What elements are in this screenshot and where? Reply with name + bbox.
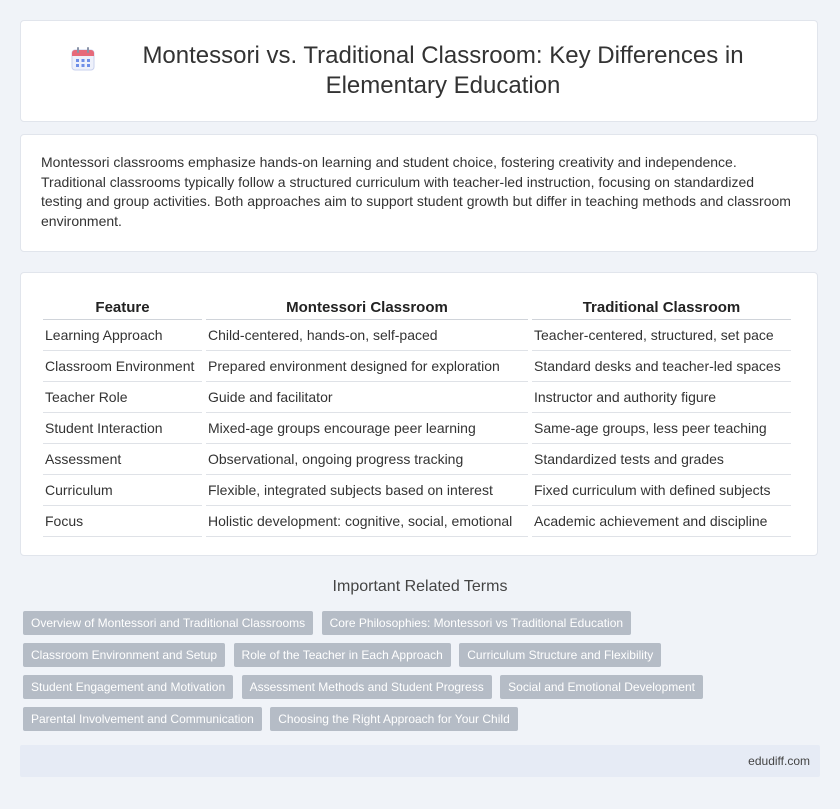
column-header-feature: Feature xyxy=(43,295,202,320)
table-cell: Flexible, integrated subjects based on interest xyxy=(206,475,528,506)
table-cell: Same-age groups, less peer teaching xyxy=(532,413,791,444)
table-row xyxy=(43,475,791,506)
table-cell: Academic achievement and discipline xyxy=(532,506,791,537)
table-cell: Classroom Environment xyxy=(43,351,202,382)
table-row xyxy=(43,351,791,382)
calendar-icon xyxy=(69,45,97,73)
table-cell: Prepared environment designed for exploration xyxy=(206,351,528,382)
table-row xyxy=(43,382,791,413)
table-row xyxy=(43,413,791,444)
table-cell: Focus xyxy=(43,506,202,537)
intro-card xyxy=(20,134,818,252)
related-terms-heading: Important Related Terms xyxy=(332,578,508,595)
related-term-tag[interactable]: Social and Emotional Development xyxy=(500,675,703,699)
related-term-tag[interactable]: Overview of Montessori and Traditional Classrooms xyxy=(23,611,313,635)
related-term-tag[interactable]: Choosing the Right Approach for Your Child xyxy=(270,707,518,731)
table-cell: Fixed curriculum with defined subjects xyxy=(532,475,791,506)
related-term-tag[interactable]: Role of the Teacher in Each Approach xyxy=(234,643,451,667)
table-cell: Assessment xyxy=(43,444,202,475)
related-terms-tags xyxy=(23,611,783,739)
table-row xyxy=(43,320,791,351)
related-term-tag[interactable]: Curriculum Structure and Flexibility xyxy=(459,643,661,667)
table-cell: Standardized tests and grades xyxy=(532,444,791,475)
table-cell: Teacher-centered, structured, set pace xyxy=(532,320,791,351)
table-cell: Instructor and authority figure xyxy=(532,382,791,413)
page-title: Montessori vs. Traditional Classroom: Key Differences in Elementary Education xyxy=(142,42,744,99)
footer-site-link[interactable]: edudiff.com xyxy=(748,754,810,768)
table-cell: Standard desks and teacher-led spaces xyxy=(532,351,791,382)
table-row xyxy=(43,506,791,537)
column-header-traditional: Traditional Classroom xyxy=(532,295,791,320)
table-cell: Observational, ongoing progress tracking xyxy=(206,444,528,475)
related-term-tag[interactable]: Classroom Environment and Setup xyxy=(23,643,225,667)
table-cell: Guide and facilitator xyxy=(206,382,528,413)
title-wrap xyxy=(69,41,769,101)
comparison-table-card xyxy=(20,272,818,556)
table-cell: Curriculum xyxy=(43,475,202,506)
comparison-table xyxy=(39,295,795,537)
table-cell: Student Interaction xyxy=(43,413,202,444)
footer-bar xyxy=(20,745,820,777)
table-header-row xyxy=(43,295,791,320)
table-cell: Mixed-age groups encourage peer learning xyxy=(206,413,528,444)
table-cell: Child-centered, hands-on, self-paced xyxy=(206,320,528,351)
intro-paragraph: Montessori classrooms emphasize hands-on learning and student choice, fostering creativity and independence. Traditional classrooms typically follow a structured curriculum with teacher-led instruction, focusing on standardized testing and group activities. Both approaches aim to support student growth but differ in teaching methods and classroom environment. xyxy=(41,154,791,229)
table-row xyxy=(43,444,791,475)
related-term-tag[interactable]: Assessment Methods and Student Progress xyxy=(242,675,492,699)
table-cell: Teacher Role xyxy=(43,382,202,413)
related-term-tag[interactable]: Student Engagement and Motivation xyxy=(23,675,233,699)
title-card xyxy=(20,20,818,122)
table-cell: Learning Approach xyxy=(43,320,202,351)
column-header-montessori: Montessori Classroom xyxy=(206,295,528,320)
table-cell: Holistic development: cognitive, social, emotional xyxy=(206,506,528,537)
related-term-tag[interactable]: Parental Involvement and Communication xyxy=(23,707,262,731)
related-term-tag[interactable]: Core Philosophies: Montessori vs Traditional Education xyxy=(322,611,631,635)
